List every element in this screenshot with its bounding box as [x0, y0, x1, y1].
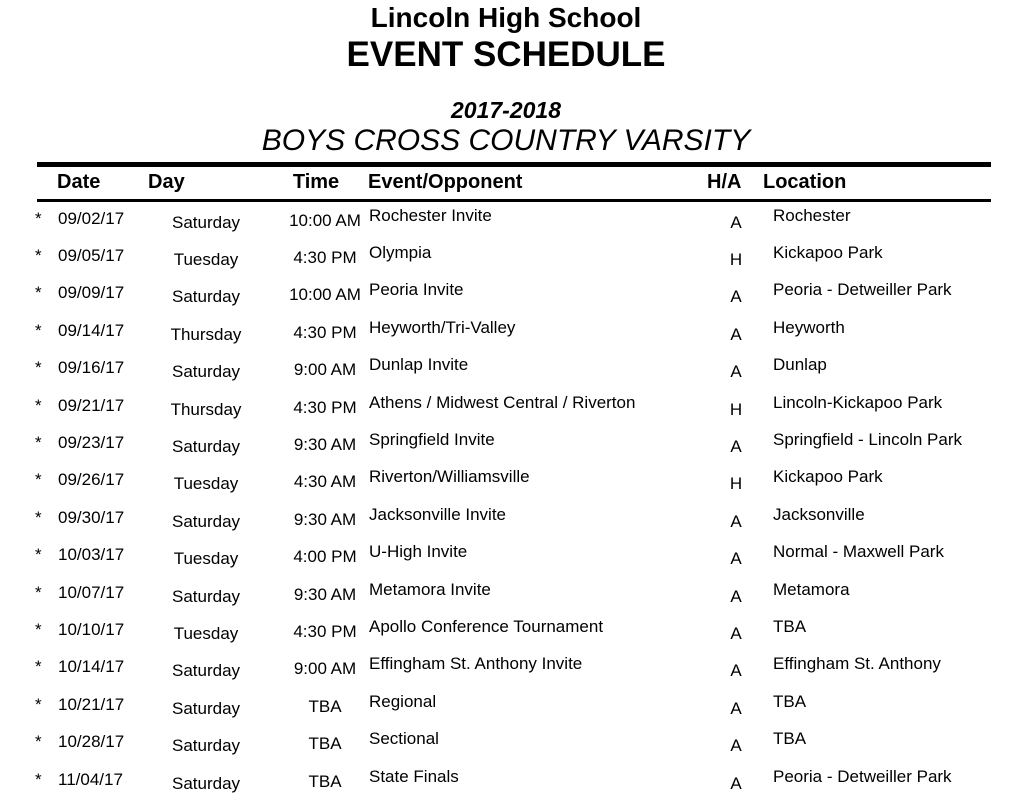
row-event: Apollo Conference Tournament [369, 616, 604, 636]
row-home-away: A [730, 661, 742, 681]
row-location: Heyworth [773, 317, 845, 337]
table-row [0, 205, 1024, 247]
row-location: Dunlap [773, 355, 827, 375]
row-time: 10:00 AM [289, 210, 361, 230]
row-flag-asterisk: * [35, 470, 42, 490]
row-date: 09/21/17 [58, 395, 125, 415]
table-row [0, 579, 1024, 621]
row-flag-asterisk: * [35, 732, 42, 752]
column-header-event: Event/Opponent [368, 171, 523, 193]
row-flag-asterisk: * [35, 694, 42, 714]
row-day: Saturday [171, 212, 241, 232]
row-date: 10/10/17 [58, 619, 125, 639]
row-date: 09/14/17 [58, 320, 125, 340]
row-home-away: A [730, 586, 742, 606]
row-time: 9:30 AM [293, 584, 357, 604]
column-header-time: Time [292, 171, 340, 193]
column-header-ha: H/A [707, 171, 742, 193]
row-flag-asterisk: * [35, 582, 42, 602]
table-row [0, 317, 1024, 359]
row-date: 10/28/17 [58, 732, 125, 752]
row-location: Peoria - Detweiller Park [773, 280, 952, 300]
column-header-date: Date [57, 171, 101, 193]
row-time: TBA [308, 734, 342, 754]
row-flag-asterisk: * [35, 769, 42, 789]
row-day: Saturday [171, 436, 241, 456]
table-row [0, 280, 1024, 321]
row-home-away: A [730, 736, 742, 756]
row-location: Kickapoo Park [773, 467, 883, 487]
row-flag-asterisk: * [35, 245, 42, 265]
row-event: U-High Invite [369, 542, 468, 562]
row-time: 9:00 AM [293, 659, 357, 679]
row-date: 09/02/17 [58, 208, 125, 228]
column-header-day: Day [148, 171, 185, 193]
row-day: Saturday [171, 698, 241, 718]
row-day: Tuesday [173, 474, 239, 494]
row-day: Tuesday [173, 549, 239, 569]
row-date: 09/26/17 [58, 470, 125, 490]
row-event: Rochester Invite [369, 205, 492, 225]
row-time: 4:30 PM [293, 621, 357, 641]
row-location: Jacksonville [773, 504, 865, 524]
row-flag-asterisk: * [35, 208, 42, 228]
row-flag-asterisk: * [35, 395, 42, 415]
row-flag-asterisk: * [35, 657, 42, 677]
row-event: Metamora Invite [369, 579, 491, 599]
row-event: Sectional [369, 729, 439, 749]
table-row [0, 654, 1024, 695]
row-date: 10/07/17 [58, 582, 125, 602]
row-location: Springfield - Lincoln Park [773, 429, 962, 449]
row-home-away: A [730, 324, 742, 344]
row-day: Saturday [171, 773, 241, 793]
row-home-away: A [730, 623, 742, 643]
row-location: Effingham St. Anthony [773, 654, 941, 674]
table-row [0, 242, 1024, 284]
row-location: TBA [773, 729, 807, 749]
row-time: 4:30 AM [293, 472, 357, 492]
row-day: Tuesday [173, 249, 239, 269]
row-date: 09/23/17 [58, 432, 125, 452]
row-event: State Finals [369, 766, 459, 786]
row-location: Rochester [773, 205, 851, 225]
row-day: Saturday [171, 661, 241, 681]
row-date: 11/04/17 [58, 769, 123, 789]
row-location: Kickapoo Park [773, 242, 883, 262]
row-location: Lincoln-Kickapoo Park [773, 392, 943, 412]
row-flag-asterisk: * [35, 507, 42, 527]
row-time: TBA [308, 771, 342, 791]
table-row [0, 616, 1024, 658]
row-event: Springfield Invite [369, 429, 495, 449]
row-home-away: A [730, 362, 742, 382]
table-row [0, 504, 1024, 546]
row-event: Olympia [369, 242, 432, 262]
row-location: Peoria - Detweiller Park [773, 766, 952, 786]
season-label: 2017-2018 [451, 97, 561, 123]
row-home-away: A [730, 773, 742, 793]
row-home-away: A [730, 212, 742, 232]
table-row [0, 729, 1024, 770]
row-home-away: H [729, 249, 743, 269]
row-event: Heyworth/Tri-Valley [369, 317, 516, 337]
row-home-away: H [729, 474, 743, 494]
row-home-away: A [730, 698, 742, 718]
row-day: Saturday [171, 586, 241, 606]
row-time: 9:00 AM [293, 360, 357, 380]
row-flag-asterisk: * [35, 545, 42, 565]
row-day: Thursday [170, 399, 242, 419]
row-time: 4:00 PM [293, 547, 357, 567]
row-time: 4:30 PM [293, 322, 357, 342]
school-name: Lincoln High School [370, 2, 642, 33]
row-event: Effingham St. Anthony Invite [369, 654, 583, 674]
table-row [0, 355, 1024, 396]
row-home-away: A [730, 511, 742, 531]
row-flag-asterisk: * [35, 432, 42, 452]
row-day: Thursday [170, 324, 242, 344]
row-date: 09/16/17 [58, 358, 125, 378]
row-event: Athens / Midwest Central / Riverton [369, 392, 636, 412]
row-day: Saturday [171, 736, 241, 756]
row-event: Dunlap Invite [369, 355, 469, 375]
row-time: 10:00 AM [289, 285, 361, 305]
row-flag-asterisk: * [35, 358, 42, 378]
row-event: Riverton/Williamsville [369, 467, 530, 487]
row-location: Normal - Maxwell Park [773, 542, 944, 562]
column-header-location: Location [763, 171, 847, 193]
row-date: 09/09/17 [58, 283, 125, 303]
table-row [0, 542, 1024, 583]
row-location: TBA [773, 616, 807, 636]
row-location: Metamora [773, 579, 850, 599]
row-date: 10/14/17 [58, 657, 125, 677]
table-row [0, 429, 1024, 471]
row-event: Jacksonville Invite [369, 504, 507, 524]
team-label: BOYS CROSS COUNTRY VARSITY [261, 124, 751, 157]
row-date: 10/21/17 [58, 694, 125, 714]
row-day: Saturday [171, 511, 241, 531]
document-title: EVENT SCHEDULE [346, 35, 666, 74]
row-home-away: A [730, 436, 742, 456]
row-day: Saturday [171, 362, 241, 382]
table-row [0, 392, 1024, 434]
table-row [0, 691, 1024, 733]
table-row [0, 467, 1024, 508]
row-time: TBA [308, 696, 342, 716]
row-day: Saturday [171, 287, 241, 307]
row-time: 4:30 PM [293, 247, 357, 267]
row-date: 09/30/17 [58, 507, 125, 527]
row-day: Tuesday [173, 623, 239, 643]
row-time: 4:30 PM [293, 397, 357, 417]
row-time: 9:30 AM [293, 434, 357, 454]
row-flag-asterisk: * [35, 320, 42, 340]
row-event: Peoria Invite [369, 280, 464, 300]
row-home-away: A [730, 287, 742, 307]
row-date: 09/05/17 [58, 245, 125, 265]
row-home-away: A [730, 549, 742, 569]
table-row [0, 766, 1024, 808]
row-flag-asterisk: * [35, 619, 42, 639]
row-date: 10/03/17 [58, 545, 125, 565]
row-time: 9:30 AM [293, 509, 357, 529]
row-home-away: H [729, 399, 743, 419]
row-location: TBA [773, 691, 807, 711]
row-event: Regional [369, 691, 437, 711]
row-flag-asterisk: * [35, 283, 42, 303]
